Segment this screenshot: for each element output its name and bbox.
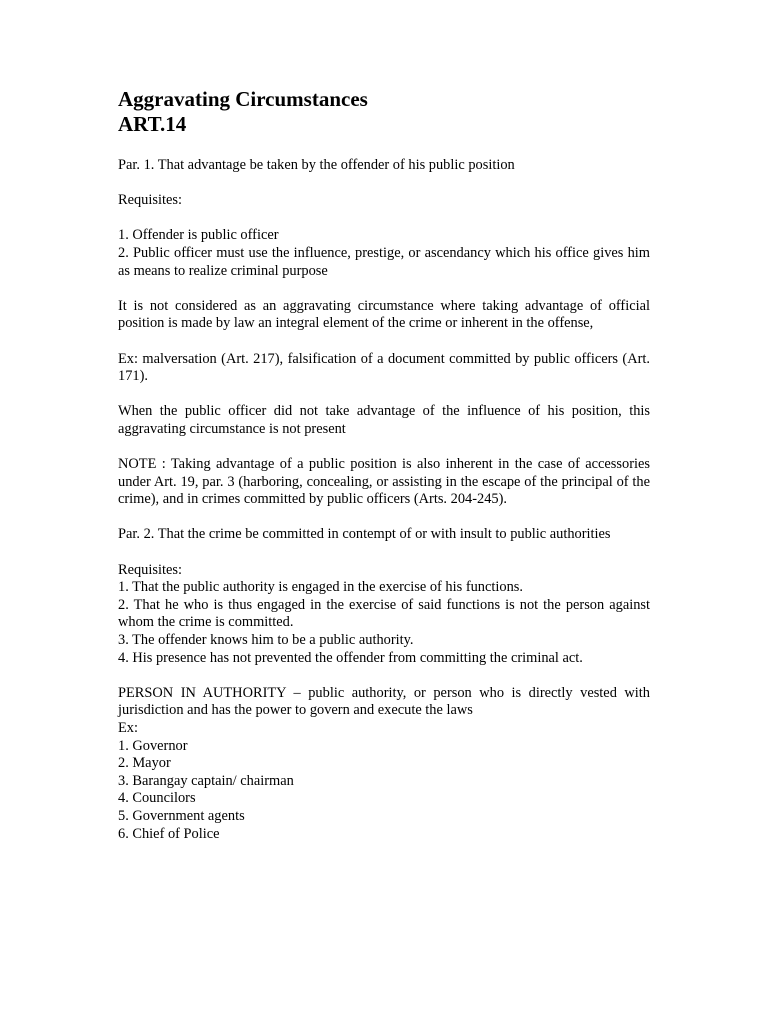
paragraph-line: It is not considered as an aggravating circumstance where taking advantage of official position is made by law an integral element of the crime or inherent in the offense, [118, 297, 650, 332]
paragraph-block [118, 685, 650, 843]
paragraph-line: Par. 1. That advantage be taken by the offender of his public position [118, 157, 515, 173]
paragraph-line: 5. Government agents [118, 807, 245, 824]
paragraph-block [118, 298, 650, 333]
paragraph-line: 2. That he who is thus engaged in the exercise of said functions is not the person against whom the crime is committed. [118, 596, 650, 631]
document-subtitle: ART.14 [118, 112, 187, 136]
paragraph-line: 4. Councilors [118, 790, 196, 807]
paragraph-line: 3. Barangay captain/ chairman [118, 772, 294, 789]
paragraph-line: 1. Offender is public officer [118, 227, 279, 244]
paragraph-block [118, 157, 650, 175]
paragraph-line: Requisites: [118, 561, 182, 578]
document-title: Aggravating Circumstances [118, 87, 368, 111]
document-paragraphs [118, 157, 650, 843]
paragraph-block [118, 403, 650, 438]
paragraph-line: 4. His presence has not prevented the offender from committing the criminal act. [118, 649, 583, 666]
paragraph-block [118, 456, 650, 509]
paragraph-line: 3. The offender knows him to be a public authority. [118, 632, 414, 649]
document-body [118, 87, 650, 843]
paragraph-block [118, 192, 650, 210]
paragraph-block [118, 351, 650, 386]
paragraph-block [118, 526, 650, 544]
paragraph-line: 1. Governor [118, 737, 188, 754]
paragraph-line: 6. Chief of Police [118, 825, 220, 842]
paragraph-line: Ex: [118, 720, 138, 736]
paragraph-block [118, 227, 650, 280]
paragraph-line: Ex: malversation (Art. 217), falsification of a document committed by public officers (Art. 171). [118, 350, 650, 385]
paragraph-block [118, 562, 650, 668]
paragraph-line: When the public officer did not take advantage of the influence of his position, this aggravating circumstance is not present [118, 403, 650, 437]
paragraph-line: 2. Public officer must use the influence, prestige, or ascendancy which his office gives him as means to realize criminal purpose [118, 244, 650, 279]
paragraph-line: 2. Mayor [118, 755, 171, 772]
paragraph-line: PERSON IN AUTHORITY – public authority, or person who is directly vested with jurisdiction and has the power to govern and execute the laws [118, 684, 650, 719]
paragraph-line: Requisites: [118, 192, 182, 209]
paragraph-line: NOTE : Taking advantage of a public position is also inherent in the case of accessories under Art. 19, par. 3 (harboring, concealing, or assisting in the escape of the principal of the crime), and in crimes committed by public officers (Arts. 204-245). [118, 456, 650, 508]
paragraph-line: 1. That the public authority is engaged in the exercise of his functions. [118, 579, 523, 596]
paragraph-line: Par. 2. That the crime be committed in contempt of or with insult to public authorities [118, 526, 611, 543]
